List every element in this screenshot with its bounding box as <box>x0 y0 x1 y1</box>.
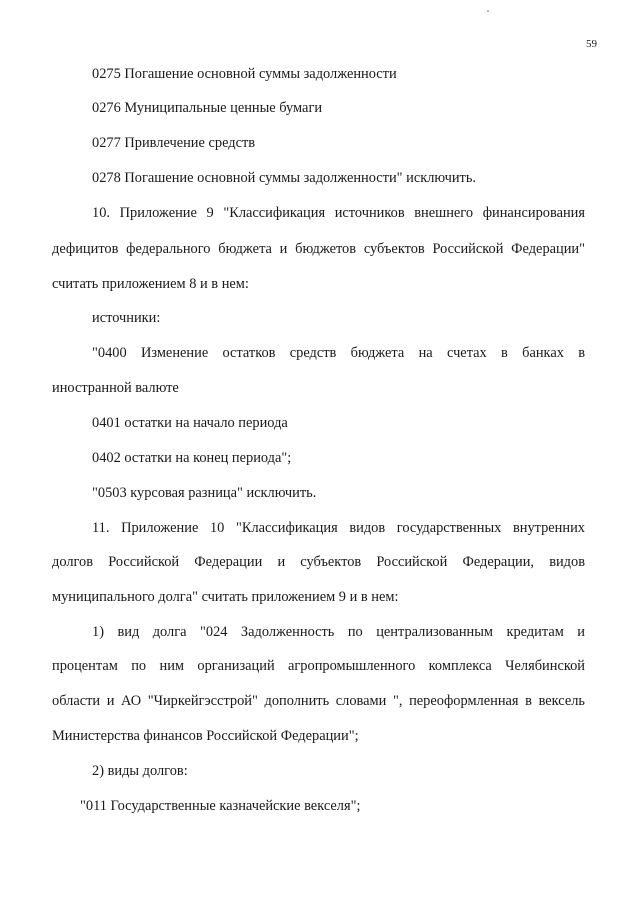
item-1-line-1: 1) вид долга "024 Задолженность по централизованным кредитам и <box>92 624 585 640</box>
text-line-0275: 0275 Погашение основной суммы задолженности <box>92 66 397 82</box>
item-2-line-2: "011 Государственные казначейские векселя"; <box>80 798 361 814</box>
item-1-line-2: процентам по ним организаций агропромышленного комплекса Челябинской <box>52 658 585 674</box>
paragraph-11-line-2: долгов Российской Федерации и субъектов Российской Федерации, видов <box>52 554 585 570</box>
paragraph-10-line-3: считать приложением 8 и в нем: <box>52 276 249 292</box>
sources-heading: источники: <box>92 310 161 326</box>
item-2-line-1: 2) виды долгов: <box>92 763 188 779</box>
text-line-0276: 0276 Муниципальные ценные бумаги <box>92 100 323 116</box>
text-line-0400: "0400 Изменение остатков средств бюджета на счетах в банках в <box>92 345 585 361</box>
paragraph-10-line-2: дефицитов федерального бюджета и бюджетов субъектов Российской Федерации" <box>52 241 585 257</box>
text-line-0400-cont: иностранной валюте <box>52 380 179 396</box>
text-line-0277: 0277 Привлечение средств <box>92 135 256 151</box>
paragraph-11-line-3: муниципального долга" считать приложением 9 и в нем: <box>52 589 399 605</box>
item-1-line-3: области и АО "Чиркейгэсстрой" дополнить словами ", переоформленная в вексель <box>52 693 585 709</box>
page-number: 59 <box>586 38 597 50</box>
paragraph-10-line-1: 10. Приложение 9 "Классификация источников внешнего финансирования <box>92 205 585 221</box>
paragraph-11-line-1: 11. Приложение 10 "Классификация видов государственных внутренних <box>92 520 585 536</box>
text-line-0401: 0401 остатки на начало периода <box>92 415 288 431</box>
text-line-0402: 0402 остатки на конец периода"; <box>92 450 292 466</box>
text-line-0503: "0503 курсовая разница" исключить. <box>92 485 317 501</box>
scan-speck <box>487 10 489 12</box>
text-line-0278: 0278 Погашение основной суммы задолженности" исключить. <box>92 170 477 186</box>
item-1-line-4: Министерства финансов Российской Федерации"; <box>52 728 359 744</box>
